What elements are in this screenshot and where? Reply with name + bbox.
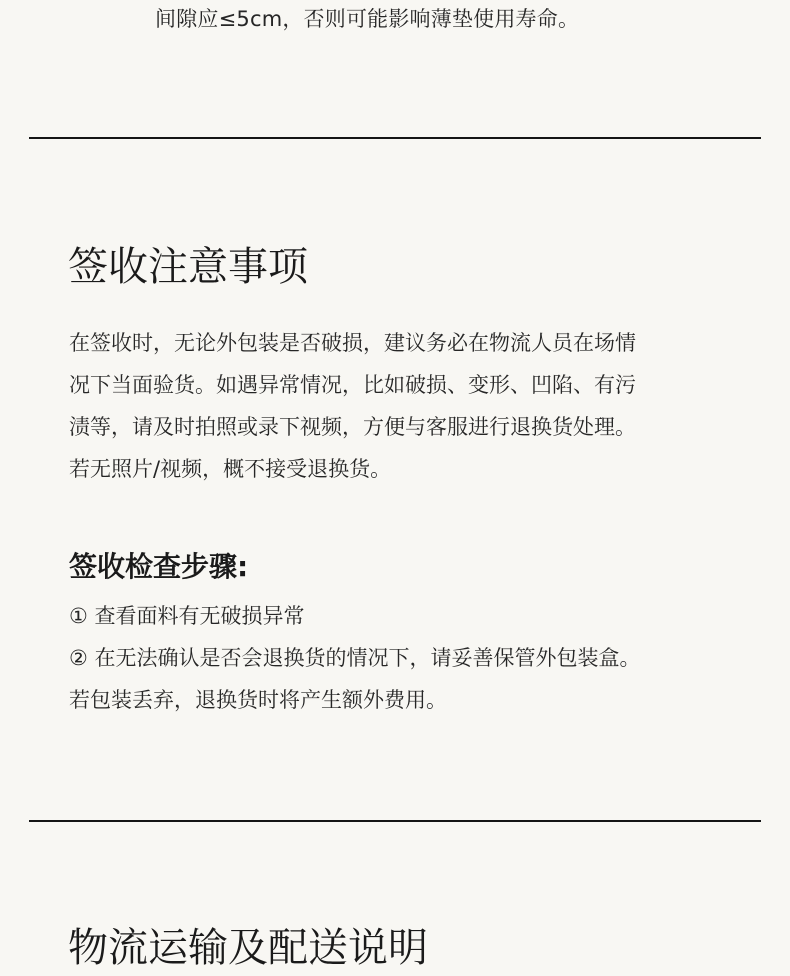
step-item: ① 查看面料有无破损异常 — [69, 604, 305, 628]
section-divider — [29, 820, 761, 822]
paragraph-line: 在签收时，无论外包装是否破损，建议务必在物流人员在场情 — [69, 331, 636, 355]
paragraph-line: 况下当面验货。如遇异常情况，比如破损、变形、凹陷、有污 — [69, 373, 636, 397]
steps-list — [69, 595, 641, 721]
paragraph-line: 若无照片/视频，概不接受退换货。 — [69, 457, 392, 481]
paragraph-line: 渍等，请及时拍照或录下视频，方便与客服进行退换货处理。 — [69, 415, 636, 439]
step-item: ② 在无法确认是否会退换货的情况下，请妥善保管外包装盒。 — [69, 646, 641, 670]
next-section-title: 物流运输及配送说明 — [68, 925, 428, 971]
sign-notice-paragraph — [69, 322, 729, 490]
section-divider — [29, 137, 761, 139]
steps-heading: 签收检查步骤: — [69, 550, 249, 583]
step-item-continuation: 若包装丢弃，退换货时将产生额外费用。 — [69, 688, 447, 712]
section-title: 签收注意事项 — [68, 244, 308, 290]
intro-tail-text: 间隙应≤5cm，否则可能影响薄垫使用寿命。 — [155, 7, 580, 31]
